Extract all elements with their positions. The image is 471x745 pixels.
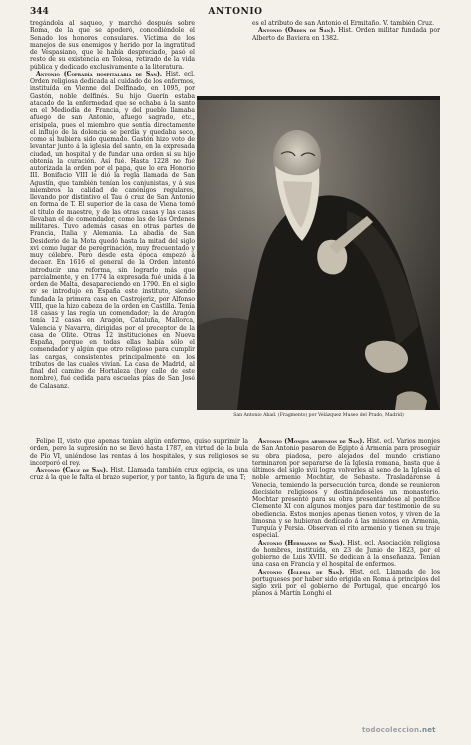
full-width-section: [30, 438, 248, 482]
entry-body: Hist. Orden militar fundada por Alberto de Baviera en 1382.: [252, 27, 441, 42]
entry-monjes-armenios: [252, 438, 440, 540]
san-antonio-abad-painting: [197, 96, 440, 410]
site-watermark: [362, 726, 436, 734]
running-title: ANTONIO: [208, 7, 263, 17]
entry-headword: Antonio (Iglesia de San).: [258, 568, 345, 576]
entry-body: Hist. Llamada también crux egipcia, es una cruz á la que le falta el brazo superior, y por tanto, la figura de una T;: [30, 467, 249, 482]
entry-cofradia-hospitalaria: [30, 71, 195, 390]
right-column-top: [252, 20, 440, 42]
entry-body: Hist. ecl. Asociación religiosa de hombres, instituída, en 23 de Junio de 1823, por el gobierno de Luis XVIII. Se dedican á la enseñanza. Tenían una casa en Francia y el hospital de enfermos.: [252, 539, 440, 569]
paragraph-continuation: es el atributo de san Antonio el Ermitaño. V. también Cruz.: [252, 20, 435, 27]
paragraph-continuation: tregándola al saqueo, y marchó después sobre Roma, de la que se apoderó, concediéndole el Senado los honores consulares. Víctima de los manejos de sus enemigos y herido por la ingratitud de Vespasiano, que le había despreciado, pasó el resto de su existencia en Tolosa, retirado de la vida pública y dedicado exclusivamente a la literatura.: [30, 20, 195, 71]
entry-headword: Antonio (Monjes armenios de San).: [258, 438, 365, 445]
entry-headword: Antonio (Cruz de San).: [36, 467, 108, 474]
left-column: [30, 20, 195, 390]
entry-body: Hist. ecl. Llamada de los portugueses por haber sido erigida en Roma á principios del siglo xvii por el gobierno de Portugal, que encargó los planos á Martín Longhi el: [252, 568, 440, 598]
entry-iglesia-de-san: [252, 569, 440, 598]
entry-headword: Antonio (Orden de San).: [258, 27, 336, 35]
right-column-bottom: [252, 438, 440, 598]
entry-headword: Antonio (Cofradía hospitalaria de San).: [36, 70, 162, 78]
entry-hermanos-de-san: [252, 540, 440, 569]
painting-illustration: [197, 96, 440, 410]
page-header: [30, 7, 441, 19]
entry-cruz-de-san: [30, 467, 248, 482]
entry-headword: Antonio (Hermanos de San).: [258, 539, 345, 547]
entry-body: Hist. ecl. Varios monjes de San Antonio pasaron de Egipto á Armenia para proseguir su obra piadosa, pero alejados del mundo cristiano terminaron por separarse de la Iglesia romana, hasta que á últimos del siglo xvii logra volverles al seno de la Iglesia el noble armenio Mochtar, de Sebaste. Trasladáronse á Venecia, temiendo la persecución turca, donde se reunieron diecisiete religiosos y destinándoseles un monasterio. Mochtar presentó para su obra presentándose al pontífice Clemente XI con algunos monjes para dar testimonio de su obediencia. Estos monjes apenas tienen votos, y viven de la limosna y se hubieran dedicado á las misiones en Armenia, Turquía y Persia. Observan el rito armenio y tienen su traje especial.: [252, 438, 440, 540]
watermark-suffix: .net: [419, 726, 436, 734]
page-number: 344: [30, 7, 49, 17]
entry-orden-de-san: [252, 27, 440, 42]
entry-body: Hist. ecl. Orden religiosa dedicada al cuidado de los enfermos, instituída en Vienne del Delfinado, en 1095, por Gastón, noble delfinés. Su hijo Guerín estaba atacado de la enfermedad que se echaba á la santo en el Mediodía de Francia, y del pueblo llamaba afuego de san Antonio, afuego sagrado, etc., erisipela, pues el miembro que sentía directamente el influjo de la dolencia se perdía y quedaba seco, como si hubiera sido quemado. Gastón hizo voto de levantar junto á la iglesia del santo, en la expresada ciudad, un hospital y de fundar una orden si su hijo obtenía la curación. Así fué. Hasta 1228 no fué autorizada la orden por el papa, que lo era Honorio III. Bonifacio VIII le dió la regla llamada de San Agustín, que también tenían los canjunistas, y á sus miembros la calidad de canónigos regulares, llevando por distintivo el Tau ó cruz de San Antonio en forma de T. El superior de la casa de Viena tomó el título de maestre, y de las otras casas y las casas llevaban el de comendador, como las de las Órdenes militares. Tuvo además casas en otras partes de Francia, Italia y Alemania. La abadía de San Desiderio de la Mota quedó hasta la mitad del siglo xvi como lugar de peregrinación, muy frecuentado y muy célebre. Pero desde esta época empezó á decaer. En 1616 el general de la Orden intentó introducir una reforma, sin lograrlo más que parcialmente, y en 1774 la expresada fué unida á la orden de Malta, desapareciendo en 1790. En el siglo xv se introdujo en España este instituto, siendo fundada la primera casa en Castrojeriz, por Alfonso VIII, que la hizo cabeza de la orden en Castilla. Tenía 18 casas y las regía un comendador; la de Aragón tenía 12 casas en Aragón, Cataluña, Mallorca, Valencia y Navarra, dirigidas por el preceptor de la casa de Olite. Otras 12 instituciones en Nueva España, porque en todas ellas había sólo el comendador y algún que otro religioso para cumplir las cargas, consistentes principalmente en los tributos de las cuales vivían. La casa de Madrid, al final del camino de Hortaleza (hoy calle de este nombre), fué cedida para escuelas pías de San José de Calasanz.: [30, 70, 195, 390]
watermark-brand: todocoleccion: [362, 726, 420, 734]
figure-caption: San Antonio Abad. (Fragmento) por Velázquez Museo del Prado, Madrid): [233, 413, 404, 418]
paragraph-felipe-ii: Felipe II, visto que apenas tenían algún enfermo, quiso suprimir la orden, pero la supresión no se llevó hasta 1787, en virtud de la bula de Pío VI, uniéndose las rentas á los hospitales, y sus religiosos se incorporó el rey.: [30, 438, 248, 467]
